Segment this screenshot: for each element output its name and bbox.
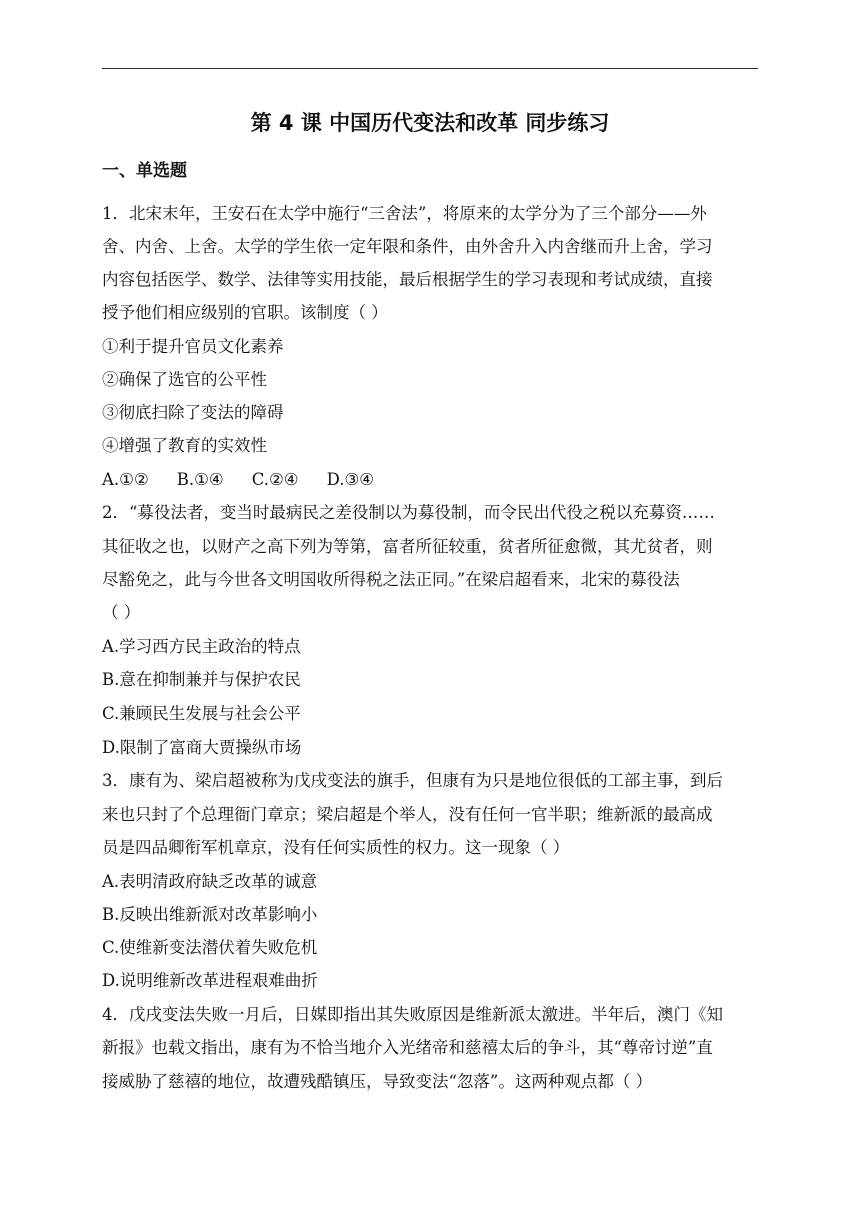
question-1-option-b[interactable]: B.①④ xyxy=(176,470,224,489)
header-rule xyxy=(102,68,758,69)
question-2-option-d[interactable]: D.限制了富商大贾操纵市场 xyxy=(102,738,302,757)
question-2-option-c[interactable]: C.兼顾民生发展与社会公平 xyxy=(102,704,301,723)
question-1-options xyxy=(102,468,402,492)
question-3-stem-line: 来也只封了个总理衙门章京；梁启超是个举人，没有任何一官半职；维新派的最高成 xyxy=(102,805,713,824)
question-1-option-d[interactable]: D.③④ xyxy=(326,470,375,489)
question-2-stem-line: （ ） xyxy=(102,603,141,622)
page-title: 第 4 课 中国历代变法和改革 同步练习 xyxy=(250,111,610,135)
question-2-option-a[interactable]: A.学习西方民主政治的特点 xyxy=(102,637,301,656)
question-3-option-b[interactable]: B.反映出维新派对改革影响小 xyxy=(102,905,318,924)
question-3-option-d[interactable]: D.说明维新改革进程艰难曲折 xyxy=(102,971,318,990)
question-3-option-c[interactable]: C.使维新变法潜伏着失败危机 xyxy=(102,938,318,957)
question-1-option-c[interactable]: C.②④ xyxy=(251,470,299,489)
question-3-option-a[interactable]: A.表明清政府缺乏改革的诚意 xyxy=(102,872,318,891)
question-1-stem-line: 舍、内舍、上舍。太学的学生依一定年限和条件，由外舍升入内舍继而升上舍，学习 xyxy=(102,237,713,256)
question-1-statement-1: ①利于提升官员文化素养 xyxy=(102,337,284,356)
question-4-stem-line: 4．戊戌变法失败一月后，日媒即指出其失败原因是维新派太激进。半年后，澳门《知 xyxy=(102,1005,723,1024)
question-2-stem-line: 尽豁免之，此与今世各文明国收所得税之法正同。”在梁启超看来，北宋的募役法 xyxy=(102,570,680,589)
question-1-option-a[interactable]: A.①② xyxy=(102,470,149,489)
question-2-option-b[interactable]: B.意在抑制兼并与保护农民 xyxy=(102,670,301,689)
question-1-statement-4: ④增强了教育的实效性 xyxy=(102,436,267,455)
question-3-stem-line: 员是四品卿衔军机章京，没有任何实质性的权力。这一现象（ ） xyxy=(102,838,570,857)
question-2-stem-line: 其征收之也，以财产之高下列为等第，富者所征较重，贫者所征愈微，其尤贫者，则 xyxy=(102,537,713,556)
question-3-stem-line: 3．康有为、梁启超被称为戊戌变法的旗手，但康有为只是地位很低的工部主事，到后 xyxy=(102,771,723,790)
question-4-stem-line: 新报》也载文指出，康有为不恰当地介入光绪帝和慈禧太后的争斗，其“尊帝讨逆”直 xyxy=(102,1038,713,1057)
question-4-stem-line: 接威胁了慈禧的地位，故遭残酷镇压，导致变法“忽落”。这两种观点都（ ） xyxy=(102,1072,653,1091)
question-1-statement-3: ③彻底扫除了变法的障碍 xyxy=(102,403,284,422)
section-heading: 一、单选题 xyxy=(102,161,187,181)
question-1-stem-line: 1．北宋末年，王安石在太学中施行“三舍法”，将原来的太学分为了三个部分——外 xyxy=(102,204,707,223)
question-2-stem-line: 2．“募役法者，变当时最病民之差役制以为募役制，而令民出代役之税以充募资…… xyxy=(102,503,715,522)
question-1-stem-line: 授予他们相应级别的官职。该制度（ ） xyxy=(102,303,388,322)
question-1-stem-line: 内容包括医学、数学、法律等实用技能，最后根据学生的学习表现和考试成绩，直接 xyxy=(102,270,713,289)
question-1-statement-2: ②确保了选官的公平性 xyxy=(102,370,267,389)
